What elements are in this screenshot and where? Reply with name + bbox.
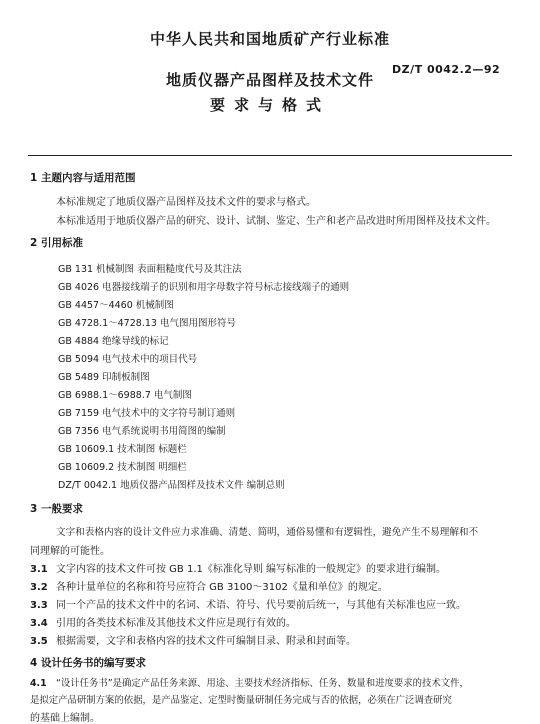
clause-text: “设计任务书”是确定产品任务来源、用途、主要技术经济指标、任务、数量和进度要求的技术文件，	[56, 678, 469, 689]
reference-item: DZ/T 0042.1 地质仪器产品图样及技术文件 编制总则	[58, 480, 285, 491]
clause-text: 根据需要，文字和表格内容的技术文件可编制目录、附录和封面等。	[56, 636, 356, 647]
reference-item: GB 5094 电气技术中的项目代号	[58, 354, 198, 365]
clause-text: 文字内容的技术文件可按 GB 1.1《标准化导则 编写标准的一般规定》的要求进行编制。	[56, 564, 447, 575]
clause-4-1	[30, 675, 469, 689]
section2-heading: 2 引用标准	[30, 237, 83, 249]
reference-item: GB 10609.2 技术制图 明细栏	[58, 462, 187, 473]
reference-item: GB 7356 电气系统说明书用简图的编制	[58, 426, 226, 437]
reference-item: GB 4026 电器接线端子的识别和用字母数字符号标志接线端子的通则	[58, 282, 350, 293]
section3-intro: 文字和表格内容的设计文件应力求准确、清楚、简明，通俗易懂和有逻辑性，避免产生不易理解和不	[56, 527, 479, 538]
reference-item: GB 4884 绝缘导线的标记	[58, 336, 169, 347]
clause-3-5	[30, 632, 356, 647]
clause-number: 3.5	[30, 636, 48, 647]
document-title-line1: 地质仪器产品图样及技术文件	[165, 71, 374, 89]
title-divider	[28, 155, 512, 156]
reference-item: GB 6988.1～6988.7 电气制图	[58, 390, 192, 401]
clause-3-2	[30, 578, 388, 593]
reference-item: GB 4728.1～4728.13 电气图用图形符号	[58, 318, 236, 329]
reference-item: GB 4457～4460 机械制图	[58, 300, 174, 311]
clause-4-1-continued: 的基础上编制。	[30, 713, 100, 724]
reference-item: GB 5489 印制板制图	[58, 372, 150, 383]
clause-number: 3.2	[30, 582, 48, 593]
section1-heading: 1 主题内容与适用范围	[30, 172, 136, 184]
standard-number: DZ/T 0042.2—92	[392, 63, 501, 76]
section1-paragraph: 本标准适用于地质仪器产品的研究、设计、试制、鉴定、生产和老产品改进时所用图样及技术文件。	[56, 216, 496, 227]
clause-3-1	[30, 560, 446, 575]
clause-3-4	[30, 614, 296, 629]
clause-4-1-continued: 是拟定产品研制方案的依据，是产品鉴定、定型时衡量研制任务完成与否的依据，必须在广泛调查研究	[30, 695, 452, 706]
section3-heading: 3 一般要求	[30, 503, 83, 515]
reference-item: GB 10609.1 技术制图 标题栏	[58, 444, 187, 455]
section3-intro: 同理解的可能性。	[30, 546, 110, 557]
clause-3-3	[30, 596, 466, 611]
section4-heading: 4 设计任务书的编写要求	[30, 657, 146, 669]
clause-number: 3.1	[30, 564, 48, 575]
reference-item: GB 7159 电气技术中的文字符号制订通则	[58, 408, 236, 419]
section1-paragraph: 本标准规定了地质仪器产品图样及技术文件的要求与格式。	[56, 197, 316, 208]
reference-item: GB 131 机械制图 表面粗糙度代号及其注法	[58, 264, 242, 275]
clause-text: 各种计量单位的名称和符号应符合 GB 3100～3102《量和单位》的规定。	[56, 582, 388, 593]
clause-text: 引用的各类技术标准及其他技术文件应是现行有效的。	[56, 618, 296, 629]
clause-number: 4.1	[30, 678, 47, 689]
clause-number: 3.3	[30, 600, 48, 611]
document-title-line2: 要求与格式	[209, 96, 330, 114]
clause-text: 同一个产品的技术文件中的名词、术语、符号、代号要前后统一，与其他有关标准也应一致。	[56, 600, 466, 611]
issuer-header: 中华人民共和国地质矿产行业标准	[149, 30, 390, 48]
clause-number: 3.4	[30, 618, 48, 629]
